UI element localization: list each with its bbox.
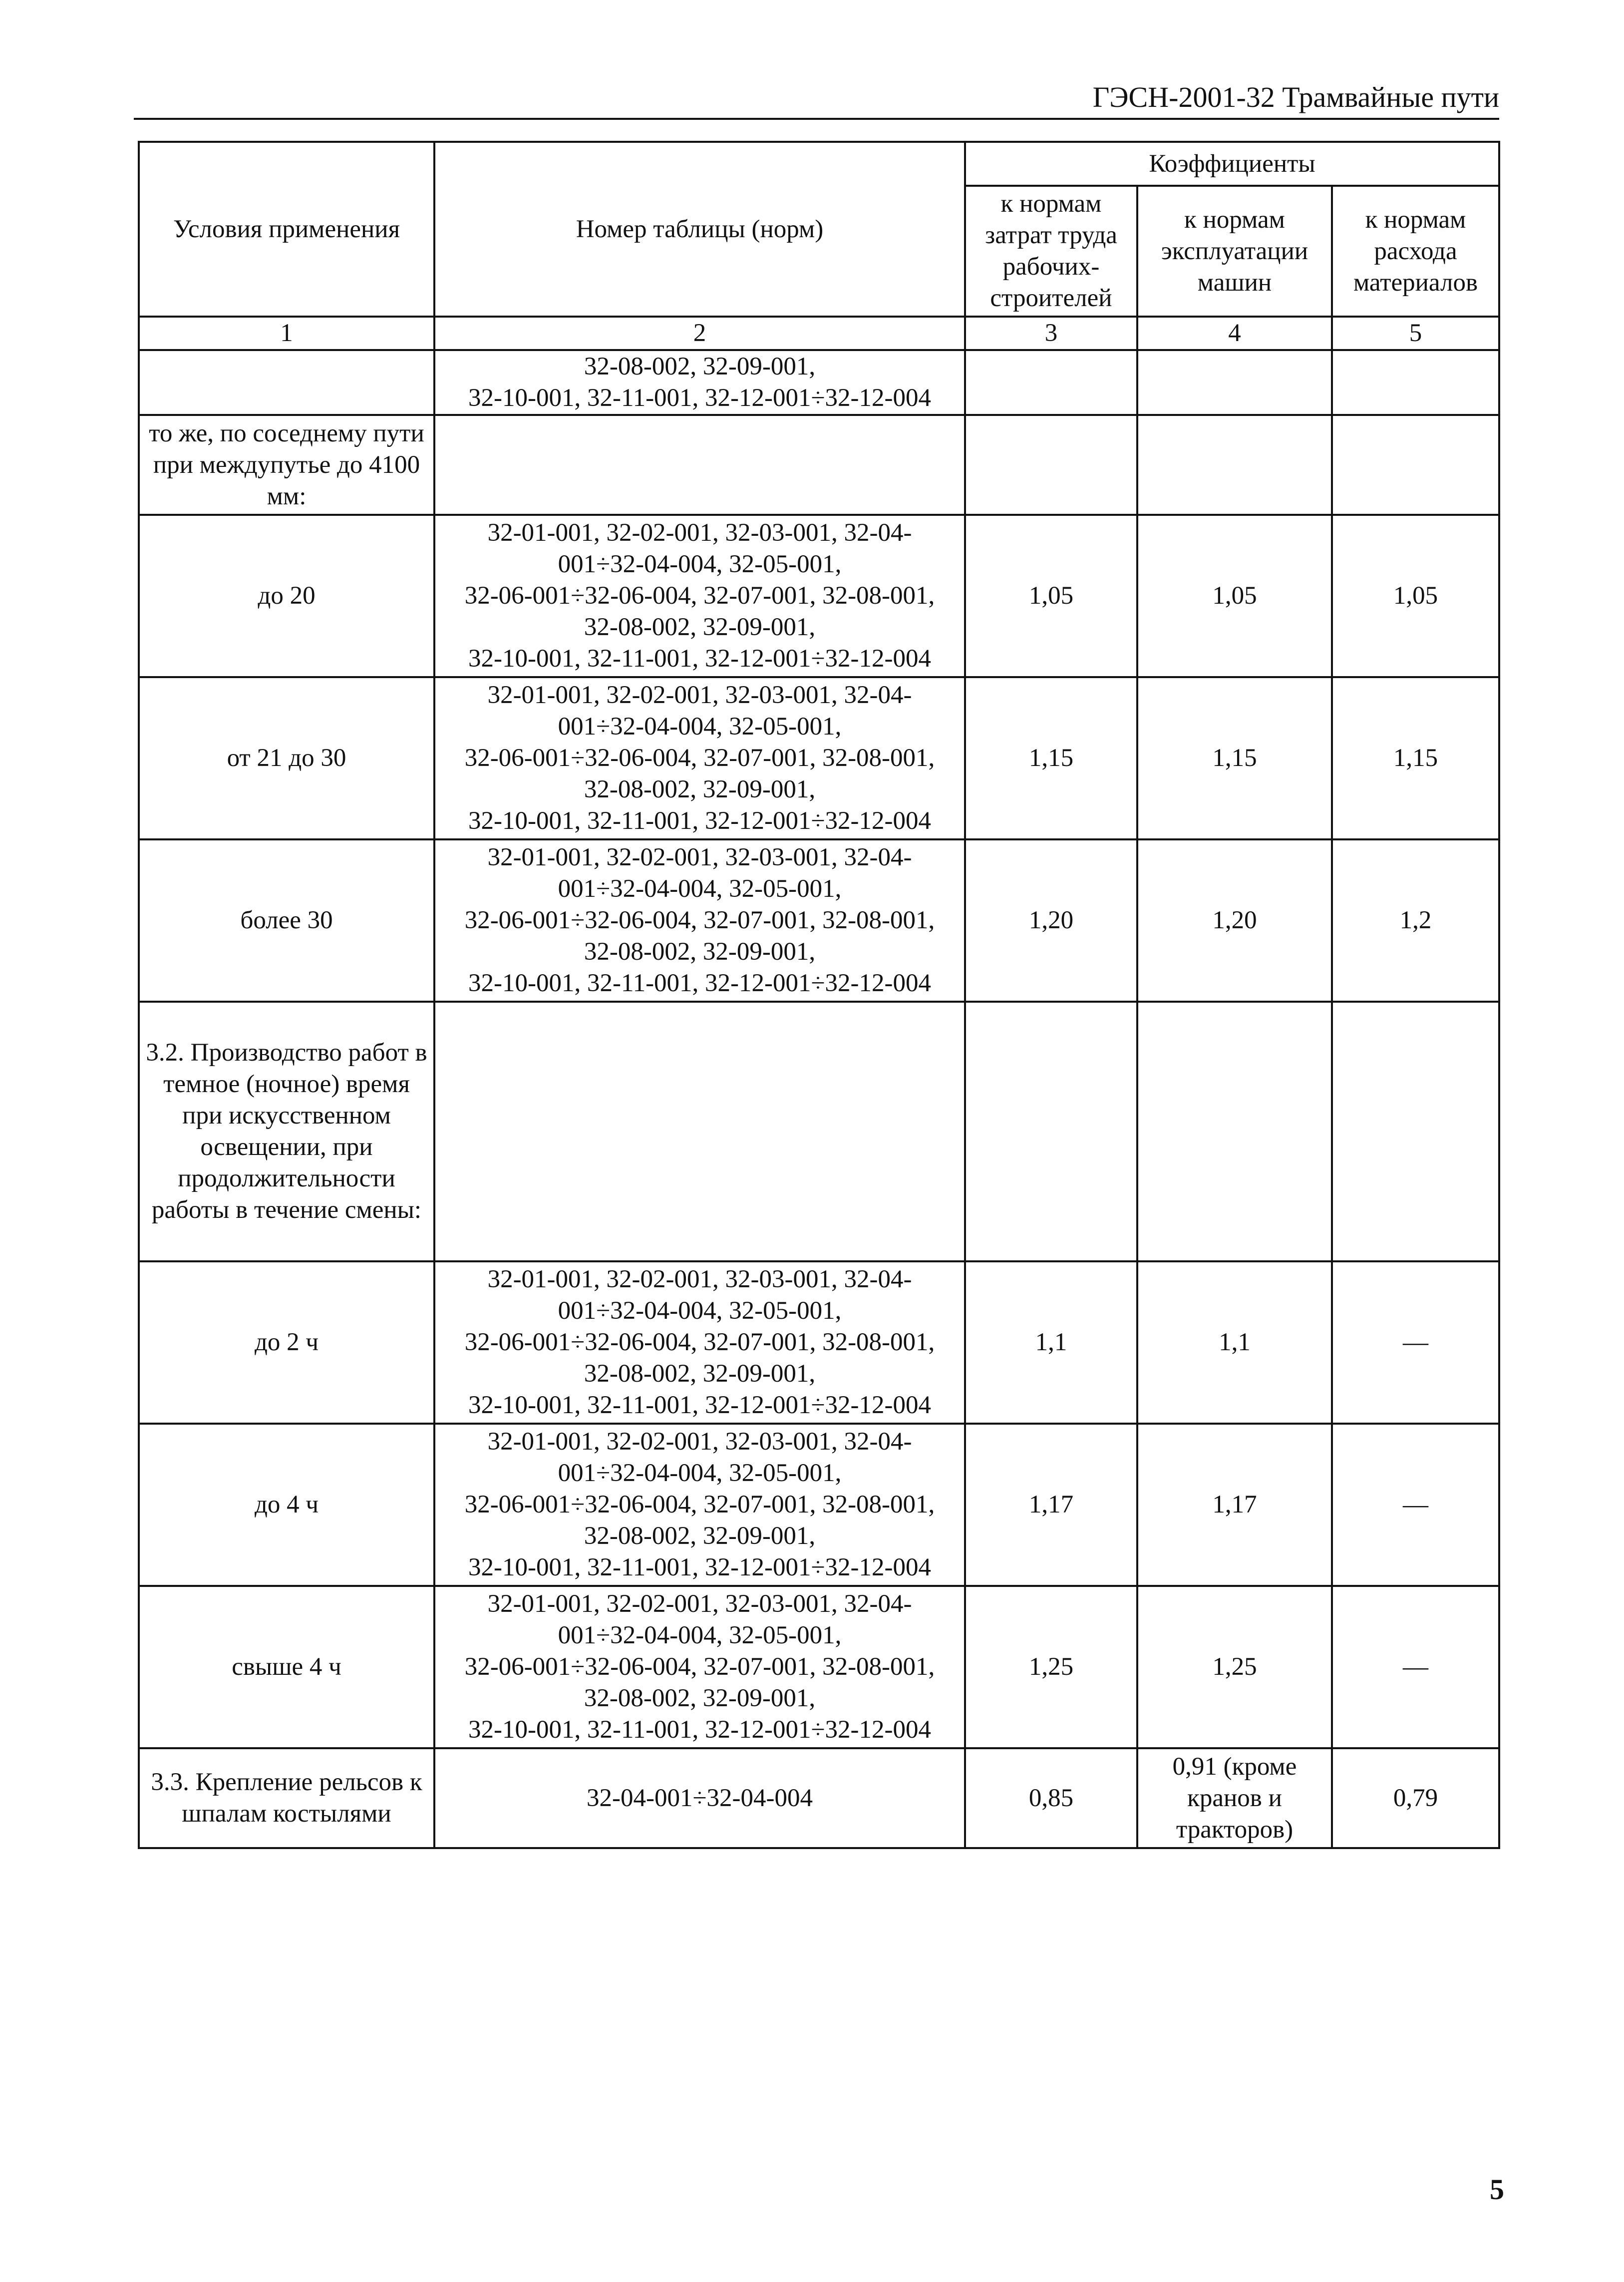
column-number: 3 — [965, 317, 1137, 350]
labor-coefficient-cell: 1,25 — [965, 1586, 1137, 1748]
materials-coefficient-cell: — — [1332, 1261, 1499, 1424]
machines-coefficient-cell: 1,20 — [1137, 839, 1332, 1002]
header-materials: к нормам расхода материалов — [1332, 186, 1499, 317]
machines-coefficient-cell: 1,05 — [1137, 515, 1332, 677]
column-number: 2 — [434, 317, 965, 350]
table-row — [139, 839, 1499, 1002]
column-number: 1 — [139, 317, 434, 350]
machines-coefficient-cell: 1,17 — [1137, 1424, 1332, 1586]
condition-cell: от 21 до 30 — [139, 677, 434, 839]
materials-coefficient-cell — [1332, 1002, 1499, 1261]
header-coefficients: Коэффициенты — [965, 142, 1499, 186]
condition-cell: до 20 — [139, 515, 434, 677]
table-numbers-cell: 32-01-001, 32-02-001, 32-03-001, 32-04- 001÷32-04-004, 32-05-001, 32-06-001÷32-06-004, 32-07-001, 32-08-001, 32-08-002, 32-09-001, 32-10-001, 32-11-001, 32-12-001÷32-12-004 — [434, 1424, 965, 1586]
document-header-title: ГЭСН-2001-32 Трамвайные пути — [1092, 81, 1499, 113]
labor-coefficient-cell: 1,05 — [965, 515, 1137, 677]
materials-coefficient-cell: 1,15 — [1332, 677, 1499, 839]
table-row — [139, 1586, 1499, 1748]
table-row — [139, 1002, 1499, 1261]
materials-coefficient-cell: 1,05 — [1332, 515, 1499, 677]
table-row — [139, 677, 1499, 839]
table-row — [139, 1261, 1499, 1424]
labor-coefficient-cell: 1,20 — [965, 839, 1137, 1002]
condition-cell: 3.2. Производство работ в темное (ночное) время при искусственном освещении, при продолжительности работы в течение смены: — [139, 1002, 434, 1261]
table-numbers-cell: 32-04-001÷32-04-004 — [434, 1748, 965, 1848]
machines-coefficient-cell: 1,25 — [1137, 1586, 1332, 1748]
labor-coefficient-cell: 0,85 — [965, 1748, 1137, 1848]
table-numbers-cell — [434, 415, 965, 515]
condition-cell: до 2 ч — [139, 1261, 434, 1424]
labor-coefficient-cell — [965, 350, 1137, 415]
machines-coefficient-cell — [1137, 350, 1332, 415]
page-number: 5 — [1490, 2173, 1504, 2206]
table-numbers-cell: 32-01-001, 32-02-001, 32-03-001, 32-04- 001÷32-04-004, 32-05-001, 32-06-001÷32-06-004, 32-07-001, 32-08-001, 32-08-002, 32-09-001, 32-10-001, 32-11-001, 32-12-001÷32-12-004 — [434, 1261, 965, 1424]
table-row — [139, 415, 1499, 515]
header-rule — [134, 118, 1499, 120]
labor-coefficient-cell — [965, 415, 1137, 515]
table-row — [139, 350, 1499, 415]
machines-coefficient-cell: 1,15 — [1137, 677, 1332, 839]
header-machines: к нормам эксплуатации машин — [1137, 186, 1332, 317]
condition-cell: то же, по соседнему пути при междупутье до 4100 мм: — [139, 415, 434, 515]
column-number: 5 — [1332, 317, 1499, 350]
materials-coefficient-cell: — — [1332, 1586, 1499, 1748]
labor-coefficient-cell: 1,17 — [965, 1424, 1137, 1586]
coefficients-table — [138, 141, 1500, 1849]
condition-cell: более 30 — [139, 839, 434, 1002]
table-row — [139, 515, 1499, 677]
table-numbers-cell: 32-01-001, 32-02-001, 32-03-001, 32-04- 001÷32-04-004, 32-05-001, 32-06-001÷32-06-004, 32-07-001, 32-08-001, 32-08-002, 32-09-001, 32-10-001, 32-11-001, 32-12-001÷32-12-004 — [434, 515, 965, 677]
table-numbers-cell: 32-08-002, 32-09-001, 32-10-001, 32-11-001, 32-12-001÷32-12-004 — [434, 350, 965, 415]
header-labor: к нормам затрат труда рабочих-строителей — [965, 186, 1137, 317]
column-number: 4 — [1137, 317, 1332, 350]
condition-cell — [139, 350, 434, 415]
machines-coefficient-cell — [1137, 1002, 1332, 1261]
machines-coefficient-cell: 1,1 — [1137, 1261, 1332, 1424]
condition-cell: 3.3. Крепление рельсов к шпалам костылями — [139, 1748, 434, 1848]
table-row — [139, 1424, 1499, 1586]
table-numbers-cell: 32-01-001, 32-02-001, 32-03-001, 32-04- 001÷32-04-004, 32-05-001, 32-06-001÷32-06-004, 32-07-001, 32-08-001, 32-08-002, 32-09-001, 32-10-001, 32-11-001, 32-12-001÷32-12-004 — [434, 677, 965, 839]
labor-coefficient-cell: 1,1 — [965, 1261, 1137, 1424]
materials-coefficient-cell: 0,79 — [1332, 1748, 1499, 1848]
labor-coefficient-cell: 1,15 — [965, 677, 1137, 839]
materials-coefficient-cell — [1332, 350, 1499, 415]
table-body — [139, 350, 1499, 1848]
table-numbers-cell: 32-01-001, 32-02-001, 32-03-001, 32-04- 001÷32-04-004, 32-05-001, 32-06-001÷32-06-004, 32-07-001, 32-08-001, 32-08-002, 32-09-001, 32-10-001, 32-11-001, 32-12-001÷32-12-004 — [434, 839, 965, 1002]
condition-cell: до 4 ч — [139, 1424, 434, 1586]
machines-coefficient-cell: 0,91 (кроме кранов и тракторов) — [1137, 1748, 1332, 1848]
condition-cell: свыше 4 ч — [139, 1586, 434, 1748]
table-numbers-cell — [434, 1002, 965, 1261]
materials-coefficient-cell: 1,2 — [1332, 839, 1499, 1002]
materials-coefficient-cell — [1332, 415, 1499, 515]
table-numbers-cell: 32-01-001, 32-02-001, 32-03-001, 32-04- 001÷32-04-004, 32-05-001, 32-06-001÷32-06-004, 32-07-001, 32-08-001, 32-08-002, 32-09-001, 32-10-001, 32-11-001, 32-12-001÷32-12-004 — [434, 1586, 965, 1748]
header-table-number: Номер таблицы (норм) — [434, 142, 965, 317]
materials-coefficient-cell: — — [1332, 1424, 1499, 1586]
header-conditions: Условия применения — [139, 142, 434, 317]
labor-coefficient-cell — [965, 1002, 1137, 1261]
table-row — [139, 1748, 1499, 1848]
machines-coefficient-cell — [1137, 415, 1332, 515]
